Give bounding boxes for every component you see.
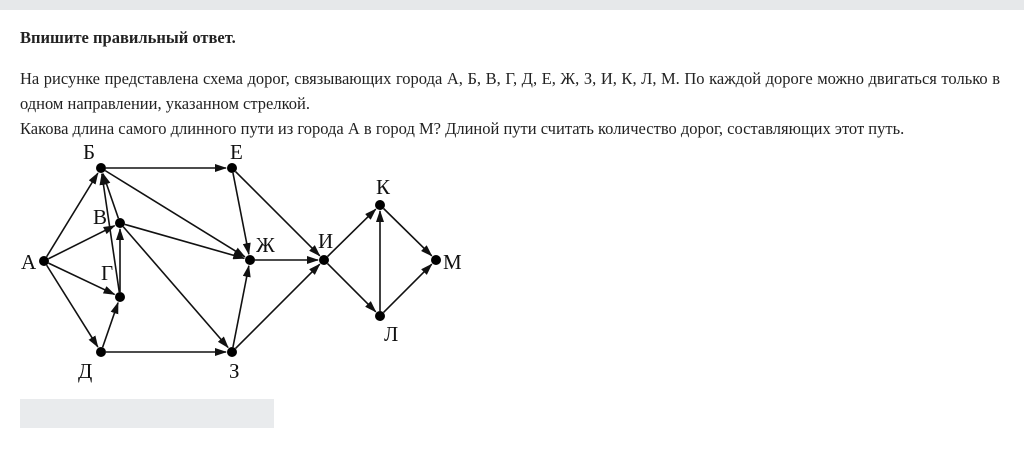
city-node-G — [115, 292, 125, 302]
city-node-B — [96, 163, 106, 173]
road-E-Zh — [233, 173, 249, 254]
road-Z-I — [236, 264, 320, 348]
city-label-A: А — [21, 250, 37, 274]
city-node-K — [375, 200, 385, 210]
city-label-M: М — [443, 250, 462, 274]
city-node-L — [375, 311, 385, 321]
city-label-Zh: Ж — [256, 233, 275, 257]
road-V-Z — [123, 227, 228, 348]
city-label-K: К — [376, 175, 391, 199]
city-node-M — [431, 255, 441, 265]
edges-layer — [47, 168, 432, 352]
city-label-D: Д — [78, 359, 93, 383]
city-label-B: Б — [83, 140, 96, 164]
city-node-E — [227, 163, 237, 173]
city-node-I — [319, 255, 329, 265]
city-label-G: Г — [101, 261, 114, 285]
answer-input[interactable] — [20, 399, 274, 428]
road-graph — [0, 140, 500, 390]
road-B-Zh — [105, 171, 245, 257]
road-L-M — [384, 264, 432, 312]
city-node-D — [96, 347, 106, 357]
city-label-I: И — [318, 229, 334, 253]
city-label-V: В — [93, 205, 108, 229]
city-node-A — [39, 256, 49, 266]
road-Z-Zh — [233, 266, 249, 347]
road-E-I — [236, 172, 320, 256]
road-D-G — [103, 303, 118, 348]
task-header: Впишите правильный ответ. — [20, 28, 236, 47]
road-V-Zh — [125, 224, 244, 258]
city-label-L: Л — [384, 322, 399, 346]
city-node-V — [115, 218, 125, 228]
road-A-D — [47, 265, 98, 347]
task-condition: На рисунке представлена схема дорог, связывающих города А, Б, В, Г, Д, Е, Ж, З, И, К, Л, М. По каждой дороге можно двигаться только в одном направлении, указанном стрелкой. — [20, 69, 1000, 113]
road-I-K — [328, 209, 376, 256]
road-I-L — [328, 264, 376, 312]
city-label-Z: З — [229, 359, 240, 383]
task-question: Какова длина самого длинного пути из города А в город М? Длиной пути считать количество дорог, составляющих этот путь. — [20, 119, 905, 138]
task-text — [20, 66, 1000, 141]
road-A-V — [48, 226, 114, 259]
road-A-B — [47, 173, 98, 257]
city-label-E: Е — [230, 140, 243, 164]
city-node-Z — [227, 347, 237, 357]
road-K-M — [384, 209, 432, 256]
city-node-Zh — [245, 255, 255, 265]
top-strip — [0, 0, 1024, 10]
